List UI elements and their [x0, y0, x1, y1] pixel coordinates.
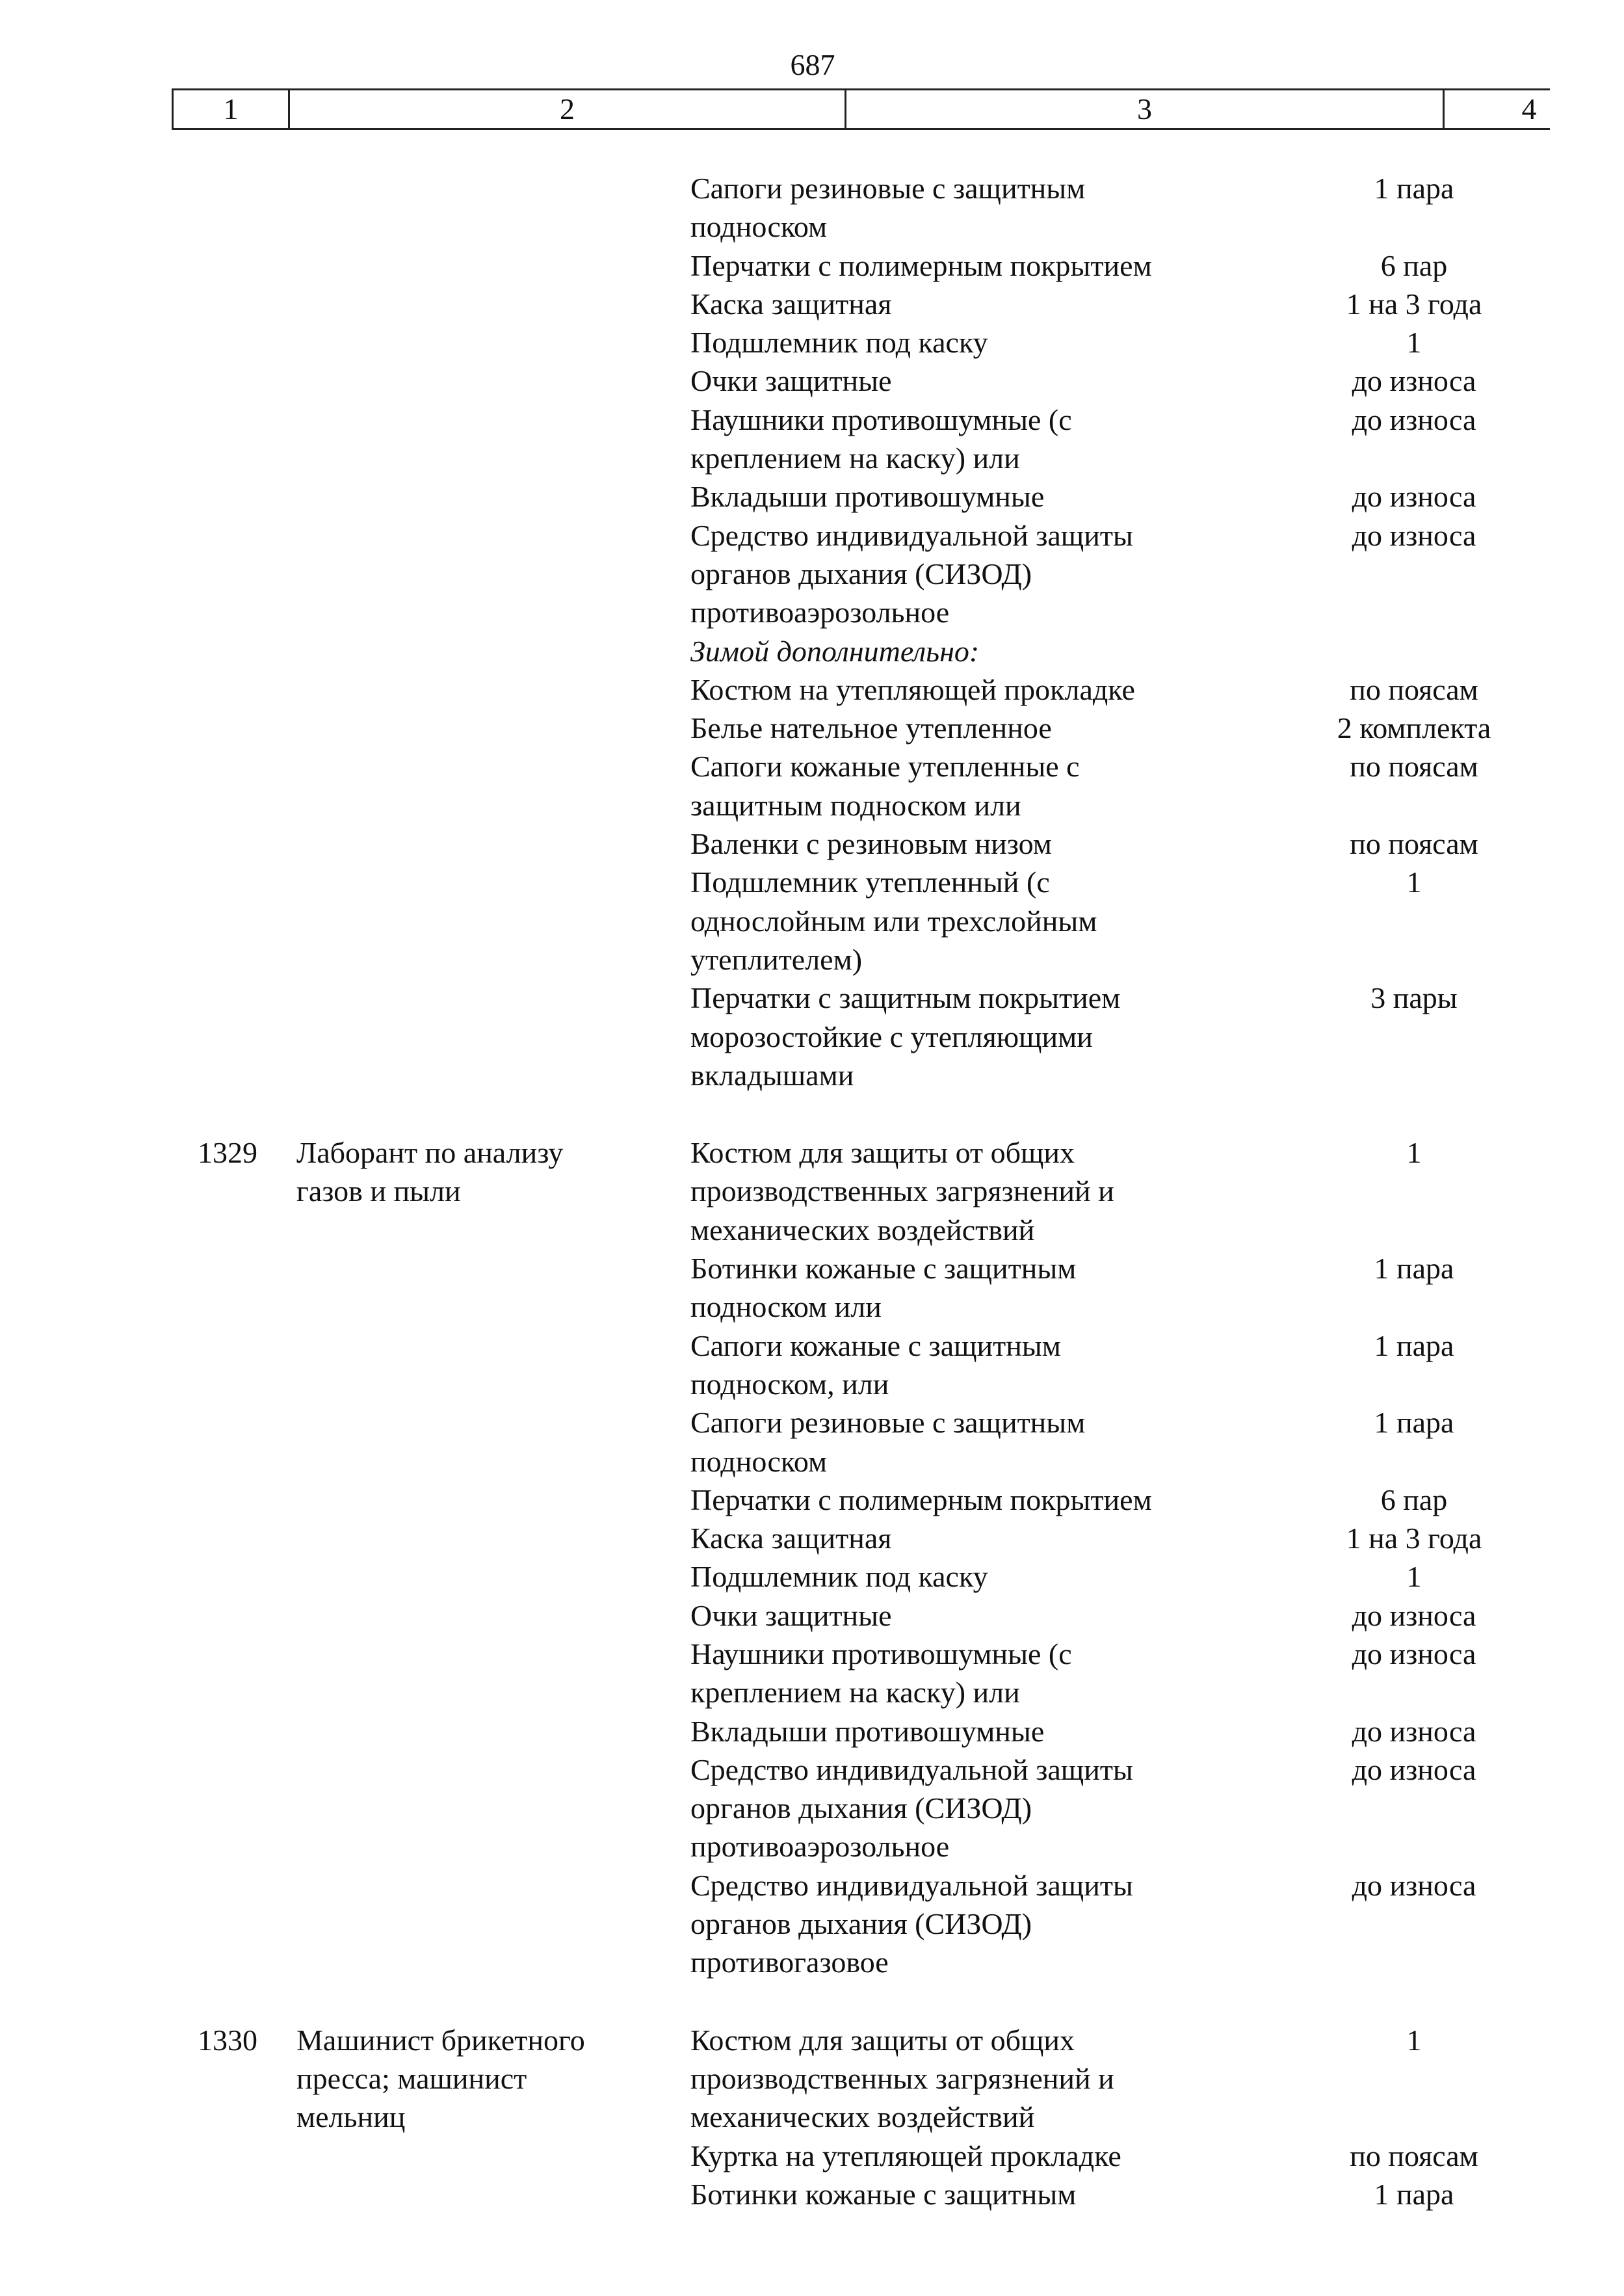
- issue-norm: 6 пар: [1380, 1483, 1448, 1516]
- table-row: [0, 1287, 1624, 1326]
- profession-name: Лаборант по анализу: [296, 1136, 564, 1170]
- table-row: [0, 1750, 1624, 1789]
- issue-norm: до износа: [1352, 1598, 1476, 1632]
- ppe-item: Костюм для защиты от общих: [690, 1136, 1075, 1170]
- ppe-item: Перчатки с защитным покрытием: [690, 981, 1121, 1015]
- ppe-item: Подшлемник под каску: [690, 326, 988, 360]
- header-col-2: 2: [290, 90, 846, 128]
- ppe-item: Ботинки кожаные с защитным: [690, 2177, 1077, 2211]
- ppe-item: механических воздействий: [690, 2100, 1035, 2134]
- issue-norm: по поясам: [1350, 672, 1478, 706]
- issue-norm: до износа: [1352, 1637, 1476, 1670]
- ppe-item: Очки защитные: [690, 364, 892, 398]
- table-row: [0, 2175, 1624, 2213]
- table-row: [0, 1018, 1624, 1056]
- ppe-item: Подшлемник утепленный (с: [690, 865, 1050, 899]
- profession-name: газов и пыли: [296, 1174, 461, 1208]
- ppe-item: противогазовое: [690, 1946, 889, 1979]
- issue-norm: 1 пара: [1374, 1406, 1454, 1440]
- issue-norm: 1 пара: [1374, 172, 1454, 205]
- issue-norm: до износа: [1352, 1714, 1476, 1748]
- ppe-item: органов дыхания (СИЗОД): [690, 1791, 1032, 1825]
- ppe-item: подноском или: [690, 1290, 882, 1324]
- ppe-item: Сапоги резиновые с защитным: [690, 172, 1086, 205]
- ppe-item: Вкладыши противошумные: [690, 480, 1045, 514]
- ppe-item: противоаэрозольное: [690, 596, 950, 629]
- table-row: [0, 1172, 1624, 1210]
- table-row: [0, 401, 1624, 439]
- issue-norm: до износа: [1352, 402, 1476, 436]
- ppe-item: механических воздействий: [690, 1213, 1035, 1247]
- ppe-item: креплением на каску) или: [690, 1676, 1020, 1709]
- table-row: [0, 1635, 1624, 1673]
- table-row: [0, 1365, 1624, 1403]
- table-row: [0, 747, 1624, 785]
- ppe-item: Костюм для защиты от общих: [690, 2023, 1075, 2057]
- table-row: [0, 477, 1624, 516]
- ppe-item: подноском, или: [690, 1367, 889, 1401]
- table-row: [0, 1249, 1624, 1287]
- ppe-item: защитным подноском или: [690, 788, 1021, 822]
- table-row: [0, 863, 1624, 901]
- issue-norm: 1 на 3 года: [1346, 287, 1482, 321]
- table-row: [0, 1481, 1624, 1519]
- ppe-item: Сапоги кожаные утепленные с: [690, 750, 1080, 784]
- ppe-item: Костюм на утепляющей прокладке: [690, 672, 1135, 706]
- header-col-3: 3: [846, 90, 1445, 128]
- profession-name: Машинист брикетного: [296, 2023, 585, 2057]
- table-row: [0, 593, 1624, 631]
- issue-norm: 6 пар: [1380, 248, 1448, 282]
- ppe-item: Очки защитные: [690, 1598, 892, 1632]
- ppe-item: Куртка на утепляющей прокладке: [690, 2139, 1121, 2172]
- table-row: [0, 1712, 1624, 1750]
- table-row: [0, 1519, 1624, 1557]
- issue-norm: 3 пары: [1370, 981, 1458, 1015]
- issue-norm: 1 пара: [1374, 2177, 1454, 2211]
- table-row: [0, 1789, 1624, 1827]
- ppe-item: Белье нательное утепленное: [690, 711, 1052, 745]
- ppe-item: Наушники противошумные (с: [690, 1637, 1072, 1670]
- table-row: [0, 1905, 1624, 1943]
- position-number: 1330: [198, 2023, 257, 2057]
- position-number: 1329: [198, 1136, 257, 1170]
- table-row: [0, 1326, 1624, 1365]
- ppe-item: Сапоги кожаные с защитным: [690, 1328, 1061, 1362]
- table-row: [0, 825, 1624, 863]
- issue-norm: по поясам: [1350, 750, 1478, 784]
- ppe-item: Сапоги резиновые с защитным: [690, 1406, 1086, 1440]
- table-row: [0, 1827, 1624, 1866]
- ppe-item: морозостойкие с утепляющими: [690, 1020, 1093, 1053]
- ppe-item: Наушники противошумные (с: [690, 402, 1072, 436]
- ppe-item: Зимой дополнительно:: [690, 634, 980, 668]
- ppe-item: подноском: [690, 1444, 828, 1478]
- ppe-item: Подшлемник под каску: [690, 1560, 988, 1594]
- ppe-item: производственных загрязнений и: [690, 2061, 1114, 2095]
- issue-norm: 1: [1406, 326, 1422, 360]
- issue-norm: 1 пара: [1374, 1252, 1454, 1286]
- profession-name: пресса; машинист: [296, 2061, 527, 2095]
- table-row: [0, 709, 1624, 747]
- table-row: [0, 439, 1624, 477]
- table-header: [172, 88, 1550, 130]
- ppe-item: органов дыхания (СИЗОД): [690, 1907, 1032, 1941]
- ppe-item: органов дыхания (СИЗОД): [690, 557, 1032, 590]
- ppe-item: Каска защитная: [690, 1522, 892, 1555]
- table-row: [0, 670, 1624, 709]
- ppe-item: Перчатки с полимерным покрытием: [690, 1483, 1152, 1516]
- ppe-item: креплением на каску) или: [690, 442, 1020, 475]
- issue-norm: до износа: [1352, 1868, 1476, 1902]
- table-row: [0, 786, 1624, 825]
- table-body: [0, 169, 1624, 2213]
- table-row: [0, 902, 1624, 940]
- issue-norm: 1 на 3 года: [1346, 1522, 1482, 1555]
- table-row: [0, 516, 1624, 555]
- issue-norm: 1: [1406, 2023, 1422, 2057]
- issue-norm: до износа: [1352, 364, 1476, 398]
- table-row: [0, 1442, 1624, 1481]
- table-row: [0, 632, 1624, 670]
- issue-norm: 1: [1406, 1136, 1422, 1170]
- issue-norm: 1: [1406, 1560, 1422, 1594]
- issue-norm: 1 пара: [1374, 1328, 1454, 1362]
- profession-name: мельниц: [296, 2100, 406, 2134]
- table-row: [0, 1866, 1624, 1905]
- issue-norm: 2 комплекта: [1337, 711, 1491, 745]
- ppe-item: Перчатки с полимерным покрытием: [690, 248, 1152, 282]
- table-row: [0, 285, 1624, 323]
- table-row: [0, 323, 1624, 362]
- row-separator: [0, 1982, 1624, 2021]
- ppe-item: Вкладыши противошумные: [690, 1714, 1045, 1748]
- ppe-item: вкладышами: [690, 1058, 854, 1092]
- table-row: [0, 207, 1624, 246]
- table-row: [0, 246, 1624, 285]
- issue-norm: по поясам: [1350, 2139, 1478, 2172]
- table-row: [0, 1133, 1624, 1172]
- ppe-item: противоаэрозольное: [690, 1830, 950, 1864]
- table-row: [0, 1557, 1624, 1596]
- table-row: [0, 1943, 1624, 1981]
- table-row: [0, 362, 1624, 400]
- table-row: [0, 2098, 1624, 2136]
- ppe-item: Средство индивидуальной защиты: [690, 518, 1133, 552]
- issue-norm: до износа: [1352, 518, 1476, 552]
- ppe-item: подноском: [690, 210, 828, 244]
- issue-norm: до износа: [1352, 1752, 1476, 1786]
- ppe-item: Средство индивидуальной защиты: [690, 1868, 1133, 1902]
- ppe-item: Валенки с резиновым низом: [690, 827, 1052, 861]
- table-row: [0, 169, 1624, 207]
- table-row: [0, 555, 1624, 593]
- row-separator: [0, 1094, 1624, 1133]
- table-row: [0, 940, 1624, 979]
- ppe-item: Каска защитная: [690, 287, 892, 321]
- ppe-item: утеплителем): [690, 942, 863, 976]
- ppe-item: производственных загрязнений и: [690, 1174, 1114, 1208]
- table-row: [0, 1673, 1624, 1711]
- table-row: [0, 1403, 1624, 1442]
- header-col-4: 4: [1521, 92, 1537, 125]
- ppe-item: однослойным или трехслойным: [690, 904, 1097, 938]
- table-row: [0, 1211, 1624, 1249]
- page-number: 687: [790, 48, 835, 81]
- table-row: [0, 2059, 1624, 2098]
- table-row: [0, 979, 1624, 1017]
- table-row: [0, 1056, 1624, 1094]
- issue-norm: по поясам: [1350, 827, 1478, 861]
- table-row: [0, 1596, 1624, 1635]
- table-row: [0, 2137, 1624, 2175]
- issue-norm: до износа: [1352, 480, 1476, 514]
- ppe-item: Средство индивидуальной защиты: [690, 1752, 1133, 1786]
- issue-norm: 1: [1406, 865, 1422, 899]
- table-row: [0, 2021, 1624, 2059]
- ppe-item: Ботинки кожаные с защитным: [690, 1252, 1077, 1286]
- header-col-1: 1: [172, 90, 290, 128]
